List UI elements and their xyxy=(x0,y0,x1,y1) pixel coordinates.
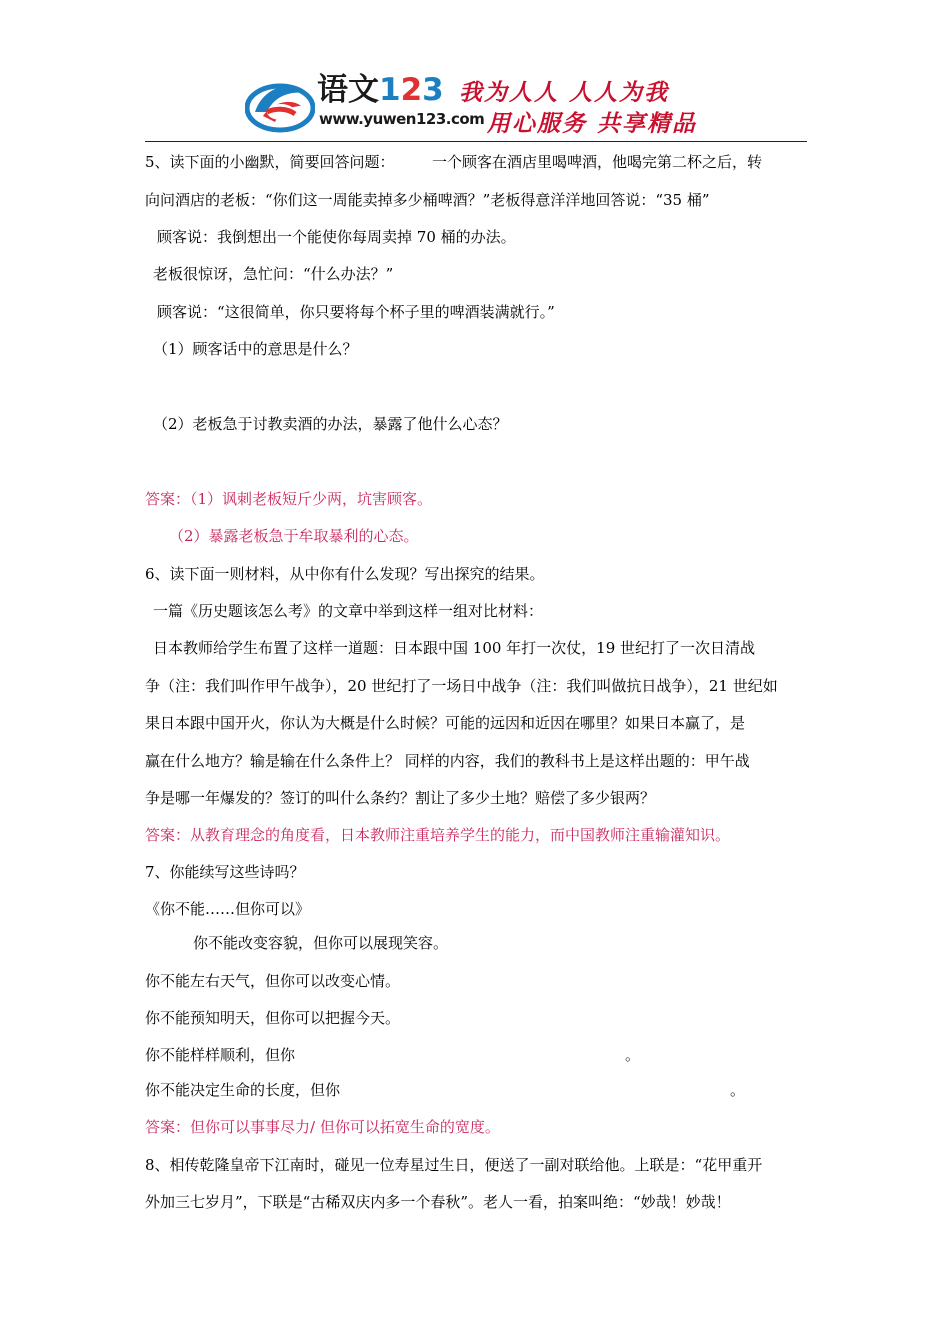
logo-chars: 语文 xyxy=(317,72,379,108)
text-line: 外加三七岁月”，下联是“古稀双庆内多一个春秋”。老人一看，拍案叫绝：“妙哉！妙哉！ xyxy=(145,1193,731,1211)
text-line: （2）老板急于讨教卖酒的办法，暴露了他什么心态？ xyxy=(153,415,508,433)
text-line: 你不能预知明天，但你可以把握今天。 xyxy=(145,1009,401,1027)
text-line: 8、相传乾隆皇帝下江南时，碰见一位寿星过生日，便送了一副对联给他。上联是：“花甲重开 xyxy=(145,1156,763,1174)
text-line: 你不能改变容貌，但你可以展现笑容。 xyxy=(193,934,449,952)
text-line: 顾客说：“这很简单，你只要将每个杯子里的啤酒装满就行。” xyxy=(157,303,555,321)
text-line: 向问酒店的老板：“你们这一周能卖掉多少桶啤酒？”老板得意洋洋地回答说：“35 桶” xyxy=(145,191,710,209)
text-line: 你不能左右天气，但你可以改变心情。 xyxy=(145,972,401,990)
logo-digit-2: 2 xyxy=(400,72,423,108)
page-header xyxy=(145,66,807,142)
logo-digit-3: 3 xyxy=(422,72,444,108)
slogan-top: 我为人人 人人为我 xyxy=(459,79,670,106)
logo-digit-1: 1 xyxy=(379,72,401,108)
text-line: 一篇《历史题该怎么考》的文章中举到这样一组对比材料： xyxy=(153,602,544,620)
text-line: 果日本跟中国开火，你认为大概是什么时候？可能的远因和近因在哪里？如果日本赢了，是 xyxy=(145,714,746,732)
text-line: 争是哪一年爆发的？签订的叫什么条约？割让了多少土地？赔偿了多少银两？ xyxy=(145,789,656,807)
logo-wordmark xyxy=(317,72,444,108)
text-line: 日本教师给学生布置了这样一道题：日本跟中国 100 年打一次仗，19 世纪打了一次日清战 xyxy=(153,639,756,657)
text-line: 7、你能续写这些诗吗？ xyxy=(145,863,305,881)
text-line: 《你不能……但你可以》 xyxy=(145,900,311,918)
slogan-bottom: 用心服务 共享精品 xyxy=(487,110,698,137)
answer-line: 答案：从教育理念的角度看，日本教师注重培养学生的能力，而中国教师注重输灌知识。 xyxy=(145,826,731,844)
header-divider xyxy=(145,141,807,142)
text-line: 争（注：我们叫作甲午战争），20 世纪打了一场日中战争（注：我们叫做抗日战争），21 世纪如 xyxy=(145,677,778,695)
text-line: （1）顾客话中的意思是什么？ xyxy=(153,340,358,358)
answer-line: 答案：（1）讽刺老板短斤少两，坑害顾客。 xyxy=(145,490,433,508)
text-line: 顾客说：我倒想出一个能使你每周卖掉 70 桶的办法。 xyxy=(157,228,516,246)
logo-url: www.yuwen123.com xyxy=(319,110,485,128)
text-line: 赢在什么地方？输是输在什么条件上？ 同样的内容，我们的教科书上是这样出题的：甲午战 xyxy=(145,752,750,770)
text-line: 你不能样样顺利，但你 。 xyxy=(145,1046,641,1064)
yuwen-logo-icon xyxy=(245,72,315,136)
answer-line: 答案：但你可以事事尽力/ 但你可以拓宽生命的宽度。 xyxy=(145,1118,500,1136)
answer-line: （2）暴露老板急于牟取暴利的心态。 xyxy=(169,527,419,545)
text-line: 6、读下面一则材料，从中你有什么发现？写出探究的结果。 xyxy=(145,565,545,583)
text-line: 老板很惊讶，急忙问：“什么办法？” xyxy=(153,265,394,283)
text-line: 5、读下面的小幽默，简要回答问题： 一个顾客在酒店里喝啤酒，他喝完第二杯之后，转 xyxy=(145,153,763,171)
text-line: 你不能决定生命的长度，但你 。 xyxy=(145,1081,746,1099)
